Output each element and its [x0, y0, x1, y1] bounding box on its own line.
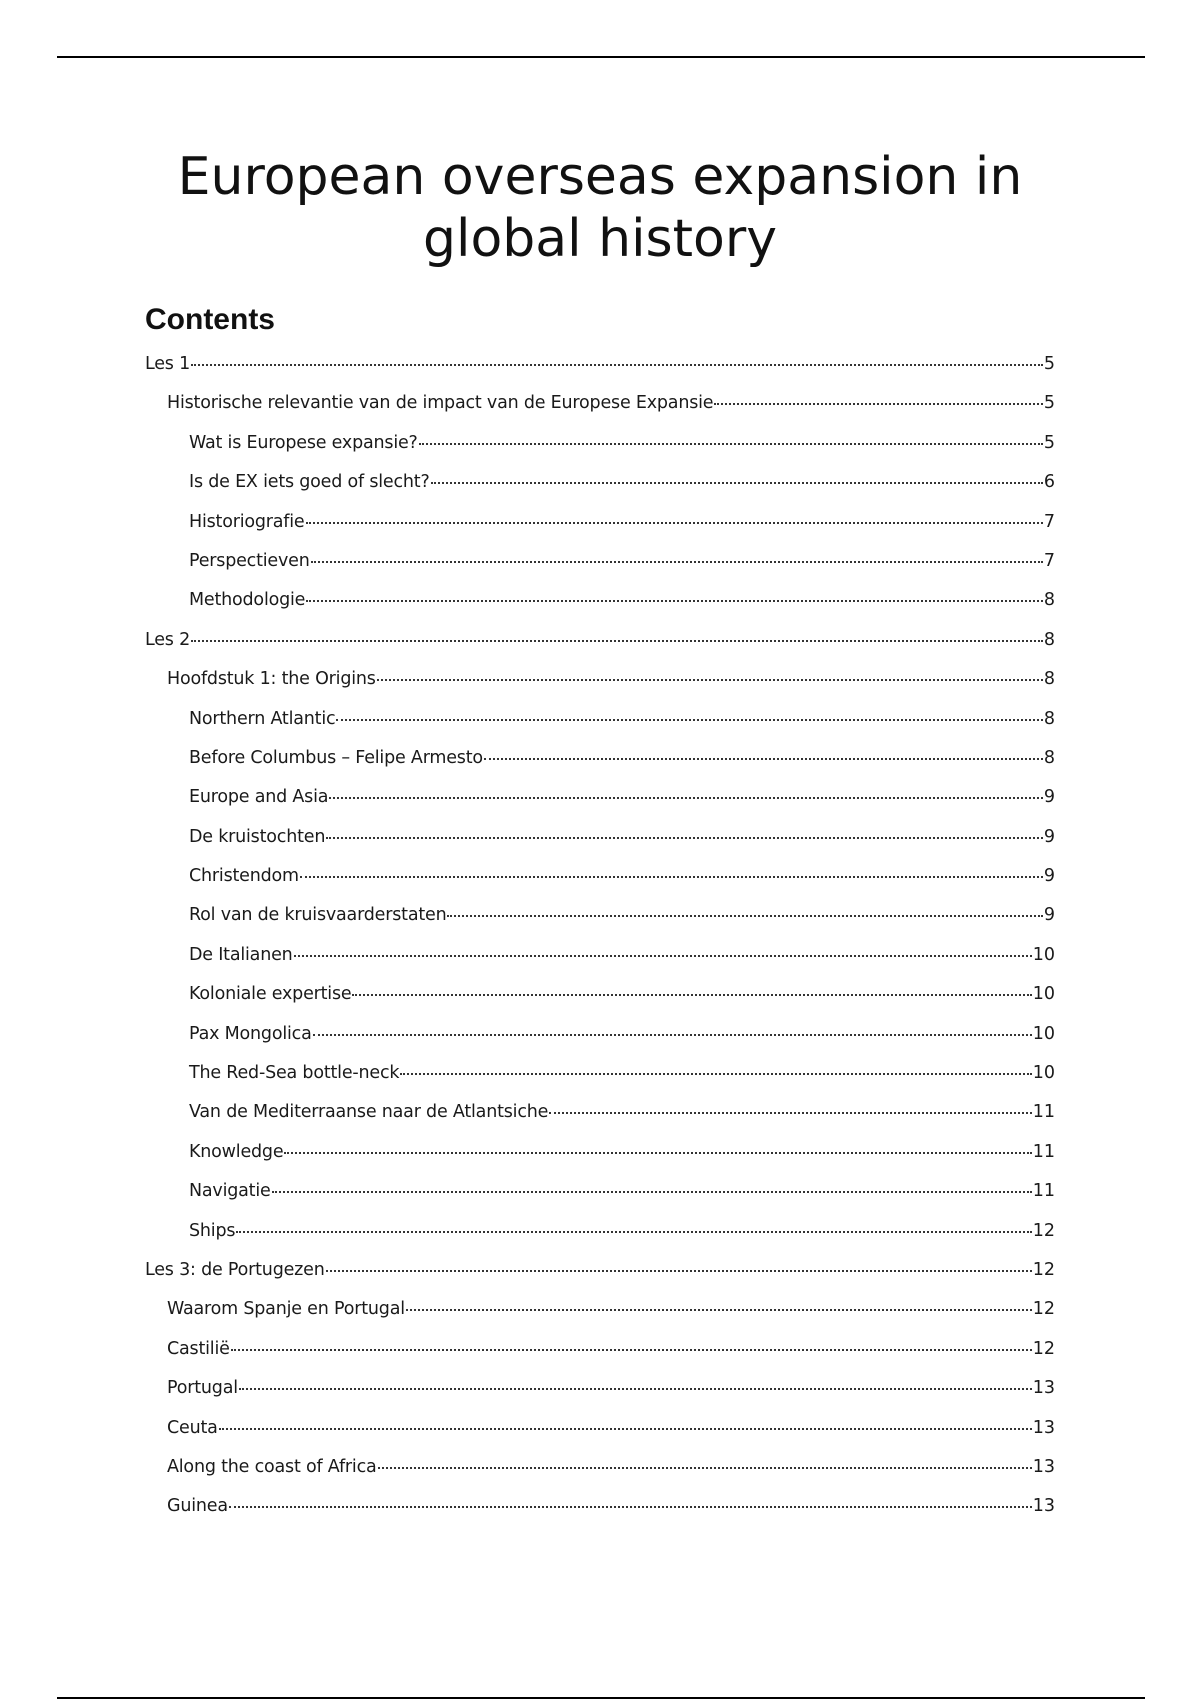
- toc-entry-label: Les 1: [145, 354, 191, 374]
- toc-entry[interactable]: [145, 1221, 1055, 1260]
- toc-entry-label: Perspectieven: [189, 550, 310, 571]
- toc-entry-label: Rol van de kruisvaarderstaten: [189, 905, 447, 926]
- toc-entry-page-number: 8: [1043, 629, 1055, 650]
- footer-rule: [57, 1697, 1145, 1699]
- toc-dot-leader: [191, 640, 1043, 642]
- toc-heading: Contents: [145, 303, 275, 336]
- toc-dot-leader: [419, 443, 1043, 445]
- toc-entry-label: Knowledge: [189, 1141, 284, 1162]
- toc-entry[interactable]: [145, 945, 1055, 984]
- toc-dot-leader: [431, 482, 1043, 484]
- toc-dot-leader: [306, 522, 1043, 524]
- toc-dot-leader: [191, 364, 1043, 366]
- toc-dot-leader: [239, 1388, 1032, 1390]
- toc-entry[interactable]: [145, 630, 1055, 669]
- toc-dot-leader: [447, 915, 1042, 917]
- toc-entry-page-number: 12: [1032, 1299, 1055, 1320]
- toc-entry[interactable]: [145, 590, 1055, 629]
- toc-entry-label: Before Columbus – Felipe Armesto: [189, 747, 483, 768]
- toc-entry-page-number: 7: [1043, 550, 1055, 571]
- toc-dot-leader: [300, 876, 1043, 878]
- toc-entry[interactable]: [145, 1457, 1055, 1496]
- toc-entry-label: Les 2: [145, 629, 191, 650]
- toc-entry-page-number: 11: [1032, 1141, 1055, 1162]
- toc-dot-leader: [219, 1428, 1032, 1430]
- toc-entry[interactable]: [145, 472, 1055, 511]
- toc-entry[interactable]: [145, 1496, 1055, 1535]
- toc-entry-label: Guinea: [167, 1496, 228, 1517]
- toc-entry-page-number: 13: [1032, 1417, 1055, 1438]
- toc-entry-label: Ships: [189, 1220, 236, 1241]
- toc-entry[interactable]: [145, 1102, 1055, 1141]
- toc-dot-leader: [352, 994, 1031, 996]
- toc-entry-label: Les 3: de Portugezen: [145, 1259, 325, 1280]
- toc-entry-label: Wat is Europese expansie?: [189, 432, 418, 453]
- toc-entry-page-number: 13: [1032, 1456, 1055, 1477]
- toc-entry-page-number: 10: [1032, 1023, 1055, 1044]
- toc-dot-leader: [329, 797, 1043, 799]
- toc-entry-label: Pax Mongolica: [189, 1023, 312, 1044]
- toc-entry-label: Historiografie: [189, 511, 305, 532]
- toc-entry-label: Castilië: [167, 1338, 230, 1359]
- toc-dot-leader: [336, 719, 1042, 721]
- toc-entry[interactable]: [145, 905, 1055, 944]
- toc-entry-page-number: 7: [1043, 511, 1055, 532]
- toc-entry[interactable]: [145, 1260, 1055, 1299]
- toc-entry-label: Waarom Spanje en Portugal: [167, 1299, 405, 1320]
- toc-entry-page-number: 5: [1043, 393, 1055, 414]
- toc-entry-page-number: 13: [1032, 1378, 1055, 1399]
- toc-entry-page-number: 12: [1032, 1259, 1055, 1280]
- toc-entry-label: Northern Atlantic: [189, 708, 336, 729]
- toc-dot-leader: [231, 1349, 1032, 1351]
- toc-dot-leader: [549, 1112, 1032, 1114]
- toc-dot-leader: [272, 1191, 1032, 1193]
- toc-dot-leader: [378, 1467, 1032, 1469]
- toc-entry-label: Hoofdstuk 1: the Origins: [167, 669, 376, 690]
- toc-entry-page-number: 9: [1043, 905, 1055, 926]
- toc-dot-leader: [377, 679, 1043, 681]
- toc-entry-label: Europe and Asia: [189, 787, 329, 808]
- toc-dot-leader: [326, 1270, 1032, 1272]
- toc-entry-page-number: 10: [1032, 984, 1055, 1005]
- toc-entry-label: Along the coast of Africa: [167, 1456, 377, 1477]
- toc-entry-label: De kruistochten: [189, 826, 326, 847]
- toc-entry-page-number: 11: [1032, 1181, 1055, 1202]
- toc-dot-leader: [406, 1309, 1032, 1311]
- toc-entry-page-number: 5: [1043, 354, 1055, 374]
- toc-entry[interactable]: [145, 1378, 1055, 1417]
- toc-entry-label: Ceuta: [167, 1417, 218, 1438]
- toc-entry-label: Methodologie: [189, 590, 306, 611]
- toc-entry[interactable]: [145, 748, 1055, 787]
- toc-entry-page-number: 9: [1043, 866, 1055, 887]
- toc-entry[interactable]: [145, 1063, 1055, 1102]
- toc-entry-page-number: 8: [1043, 747, 1055, 768]
- toc-entry-label: De Italianen: [189, 944, 293, 965]
- toc-dot-leader: [284, 1152, 1031, 1154]
- toc-entry[interactable]: [145, 787, 1055, 826]
- toc-entry-page-number: 9: [1043, 787, 1055, 808]
- toc-entry[interactable]: [145, 512, 1055, 551]
- toc-entry-page-number: 12: [1032, 1220, 1055, 1241]
- toc-entry[interactable]: [145, 433, 1055, 472]
- toc-entry-label: Navigatie: [189, 1181, 271, 1202]
- toc-dot-leader: [326, 837, 1043, 839]
- toc-entry-page-number: 11: [1032, 1102, 1055, 1123]
- toc-entry[interactable]: [145, 1142, 1055, 1181]
- toc-entry-page-number: 12: [1032, 1338, 1055, 1359]
- toc-entry[interactable]: [145, 393, 1055, 432]
- toc-dot-leader: [714, 403, 1043, 405]
- toc-entry[interactable]: [145, 1181, 1055, 1220]
- toc-dot-leader: [229, 1506, 1032, 1508]
- toc-entry[interactable]: [145, 1339, 1055, 1378]
- toc-entry[interactable]: [145, 551, 1055, 590]
- table-of-contents: [145, 354, 1055, 1536]
- toc-entry-label: Christendom: [189, 866, 299, 887]
- toc-entry[interactable]: [145, 1418, 1055, 1457]
- toc-entry-label: Is de EX iets goed of slecht?: [189, 472, 430, 493]
- toc-entry[interactable]: [145, 354, 1055, 393]
- toc-entry-label: The Red-Sea bottle-neck: [189, 1063, 400, 1084]
- toc-entry-label: Historische relevantie van de impact van de Europese Expansie: [167, 393, 714, 414]
- toc-entry-page-number: 8: [1043, 590, 1055, 611]
- toc-entry[interactable]: [145, 669, 1055, 708]
- toc-dot-leader: [311, 561, 1043, 563]
- toc-entry-label: Van de Mediterraanse naar de Atlantsiche: [189, 1102, 549, 1123]
- toc-dot-leader: [313, 1034, 1032, 1036]
- toc-entry-page-number: 10: [1032, 944, 1055, 965]
- toc-entry-page-number: 10: [1032, 1063, 1055, 1084]
- toc-dot-leader: [484, 758, 1043, 760]
- toc-entry[interactable]: [145, 984, 1055, 1023]
- toc-dot-leader: [306, 600, 1043, 602]
- toc-entry-page-number: 13: [1032, 1496, 1055, 1517]
- toc-entry[interactable]: [145, 827, 1055, 866]
- toc-entry[interactable]: [145, 709, 1055, 748]
- header-rule: [57, 56, 1145, 58]
- document-title: European overseas expansion in global history: [177, 147, 1023, 269]
- toc-dot-leader: [294, 955, 1032, 957]
- toc-entry-page-number: 9: [1043, 826, 1055, 847]
- toc-entry-label: Portugal: [167, 1378, 238, 1399]
- toc-entry-page-number: 8: [1043, 708, 1055, 729]
- toc-entry[interactable]: [145, 1299, 1055, 1338]
- toc-entry-label: Koloniale expertise: [189, 984, 352, 1005]
- toc-entry-page-number: 6: [1043, 472, 1055, 493]
- toc-entry[interactable]: [145, 1024, 1055, 1063]
- toc-entry-page-number: 5: [1043, 432, 1055, 453]
- toc-entry[interactable]: [145, 866, 1055, 905]
- toc-dot-leader: [400, 1073, 1031, 1075]
- toc-dot-leader: [236, 1231, 1031, 1233]
- toc-entry-page-number: 8: [1043, 669, 1055, 690]
